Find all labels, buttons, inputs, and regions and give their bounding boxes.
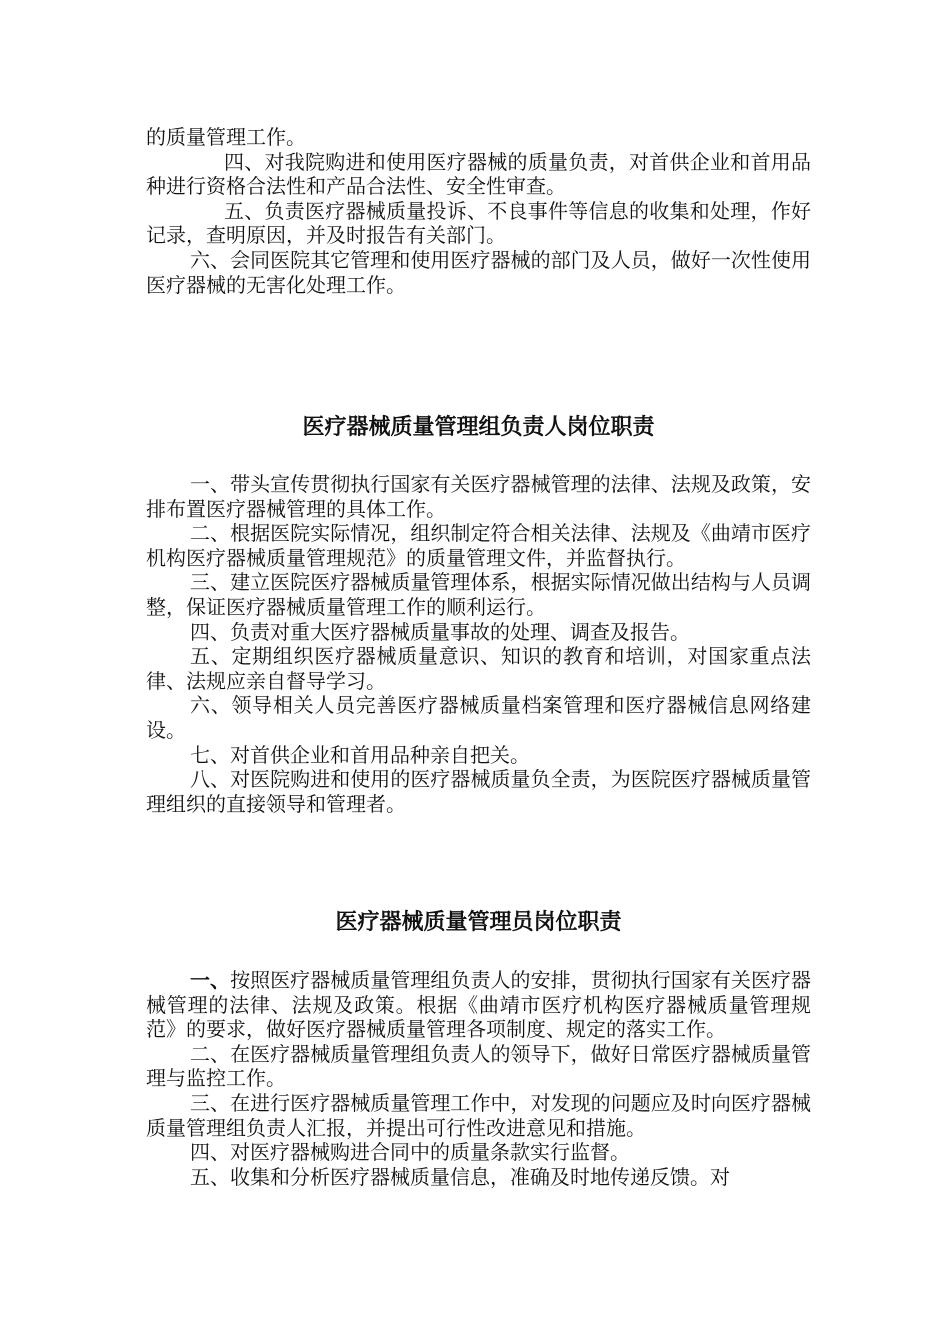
section1-item: 二、根据医院实际情况，组织制定符合相关法律、法规及《曲靖市医疗机构医疗器械质量管理规范》的质量管理文件，并监督执行。	[146, 521, 811, 570]
intro-paragraph-0: 的质量管理工作。	[146, 125, 306, 149]
section2-item: 五、收集和分析医疗器械质量信息，准确及时地传递反馈。对	[190, 1164, 730, 1189]
intro-paragraph-2: 五、负责医疗器械质量投诉、不良事件等信息的收集和处理，作好记录，查明原因，并及时报告有关部门。	[146, 198, 811, 248]
intro-paragraph-3: 六、会同医院其它管理和使用医疗器械的部门及人员，做好一次性使用医疗器械的无害化处理工作。	[146, 247, 811, 297]
section1-item: 五、定期组织医疗器械质量意识、知识的教育和培训，对国家重点法律、法规应亲自督导学习。	[146, 644, 811, 693]
section2-item: 三、在进行医疗器械质量管理工作中，对发现的问题应及时向医疗器械质量管理组负责人汇报，并提出可行性改进意见和措施。	[146, 1090, 811, 1140]
section2-item-lead: 一、	[190, 968, 231, 992]
section1-item: 三、建立医院医疗器械质量管理体系，根据实际情况做出结构与人员调整，保证医疗器械质量管理工作的顺利运行。	[146, 570, 811, 619]
intro-continuation	[146, 125, 811, 297]
section2-body	[146, 968, 811, 1189]
intro-paragraph-1: 四、对我院购进和使用医疗器械的质量负责，对首供企业和首用品种进行资格合法性和产品合法性、安全性审查。	[146, 149, 811, 199]
section2-title: 医疗器械质量管理员岗位职责	[335, 909, 622, 935]
section2-item	[146, 968, 811, 1042]
section1-item: 六、领导相关人员完善医疗器械质量档案管理和医疗器械信息网络建设。	[146, 693, 811, 742]
section1-body	[146, 472, 811, 816]
section1-item: 一、带头宣传贯彻执行国家有关医疗器械管理的法律、法规及政策，安排布置医疗器械管理的具体工作。	[146, 472, 811, 521]
section2-item: 二、在医疗器械质量管理组负责人的领导下，做好日常医疗器械质量管理与监控工作。	[146, 1041, 811, 1091]
section1-item: 八、对医院购进和使用的医疗器械质量负全责，为医院医疗器械质量管理组织的直接领导和管理者。	[146, 767, 811, 816]
section1-title: 医疗器械质量管理组负责人岗位职责	[302, 414, 655, 440]
section2-item: 四、对医疗器械购进合同中的质量条款实行监督。	[190, 1140, 630, 1165]
section1-item: 七、对首供企业和首用品种亲自把关。	[190, 742, 530, 767]
section1-item: 四、负责对重大医疗器械质量事故的处理、调查及报告。	[190, 619, 690, 644]
section2-item-text: 按照医疗器械质量管理组负责人的安排，贯彻执行国家有关医疗器械管理的法律、法规及政策。根据《曲靖市医疗机构医疗器械质量管理规范》的要求，做好医疗器械质量管理各项制度、规定的落实工作。	[146, 968, 812, 1042]
